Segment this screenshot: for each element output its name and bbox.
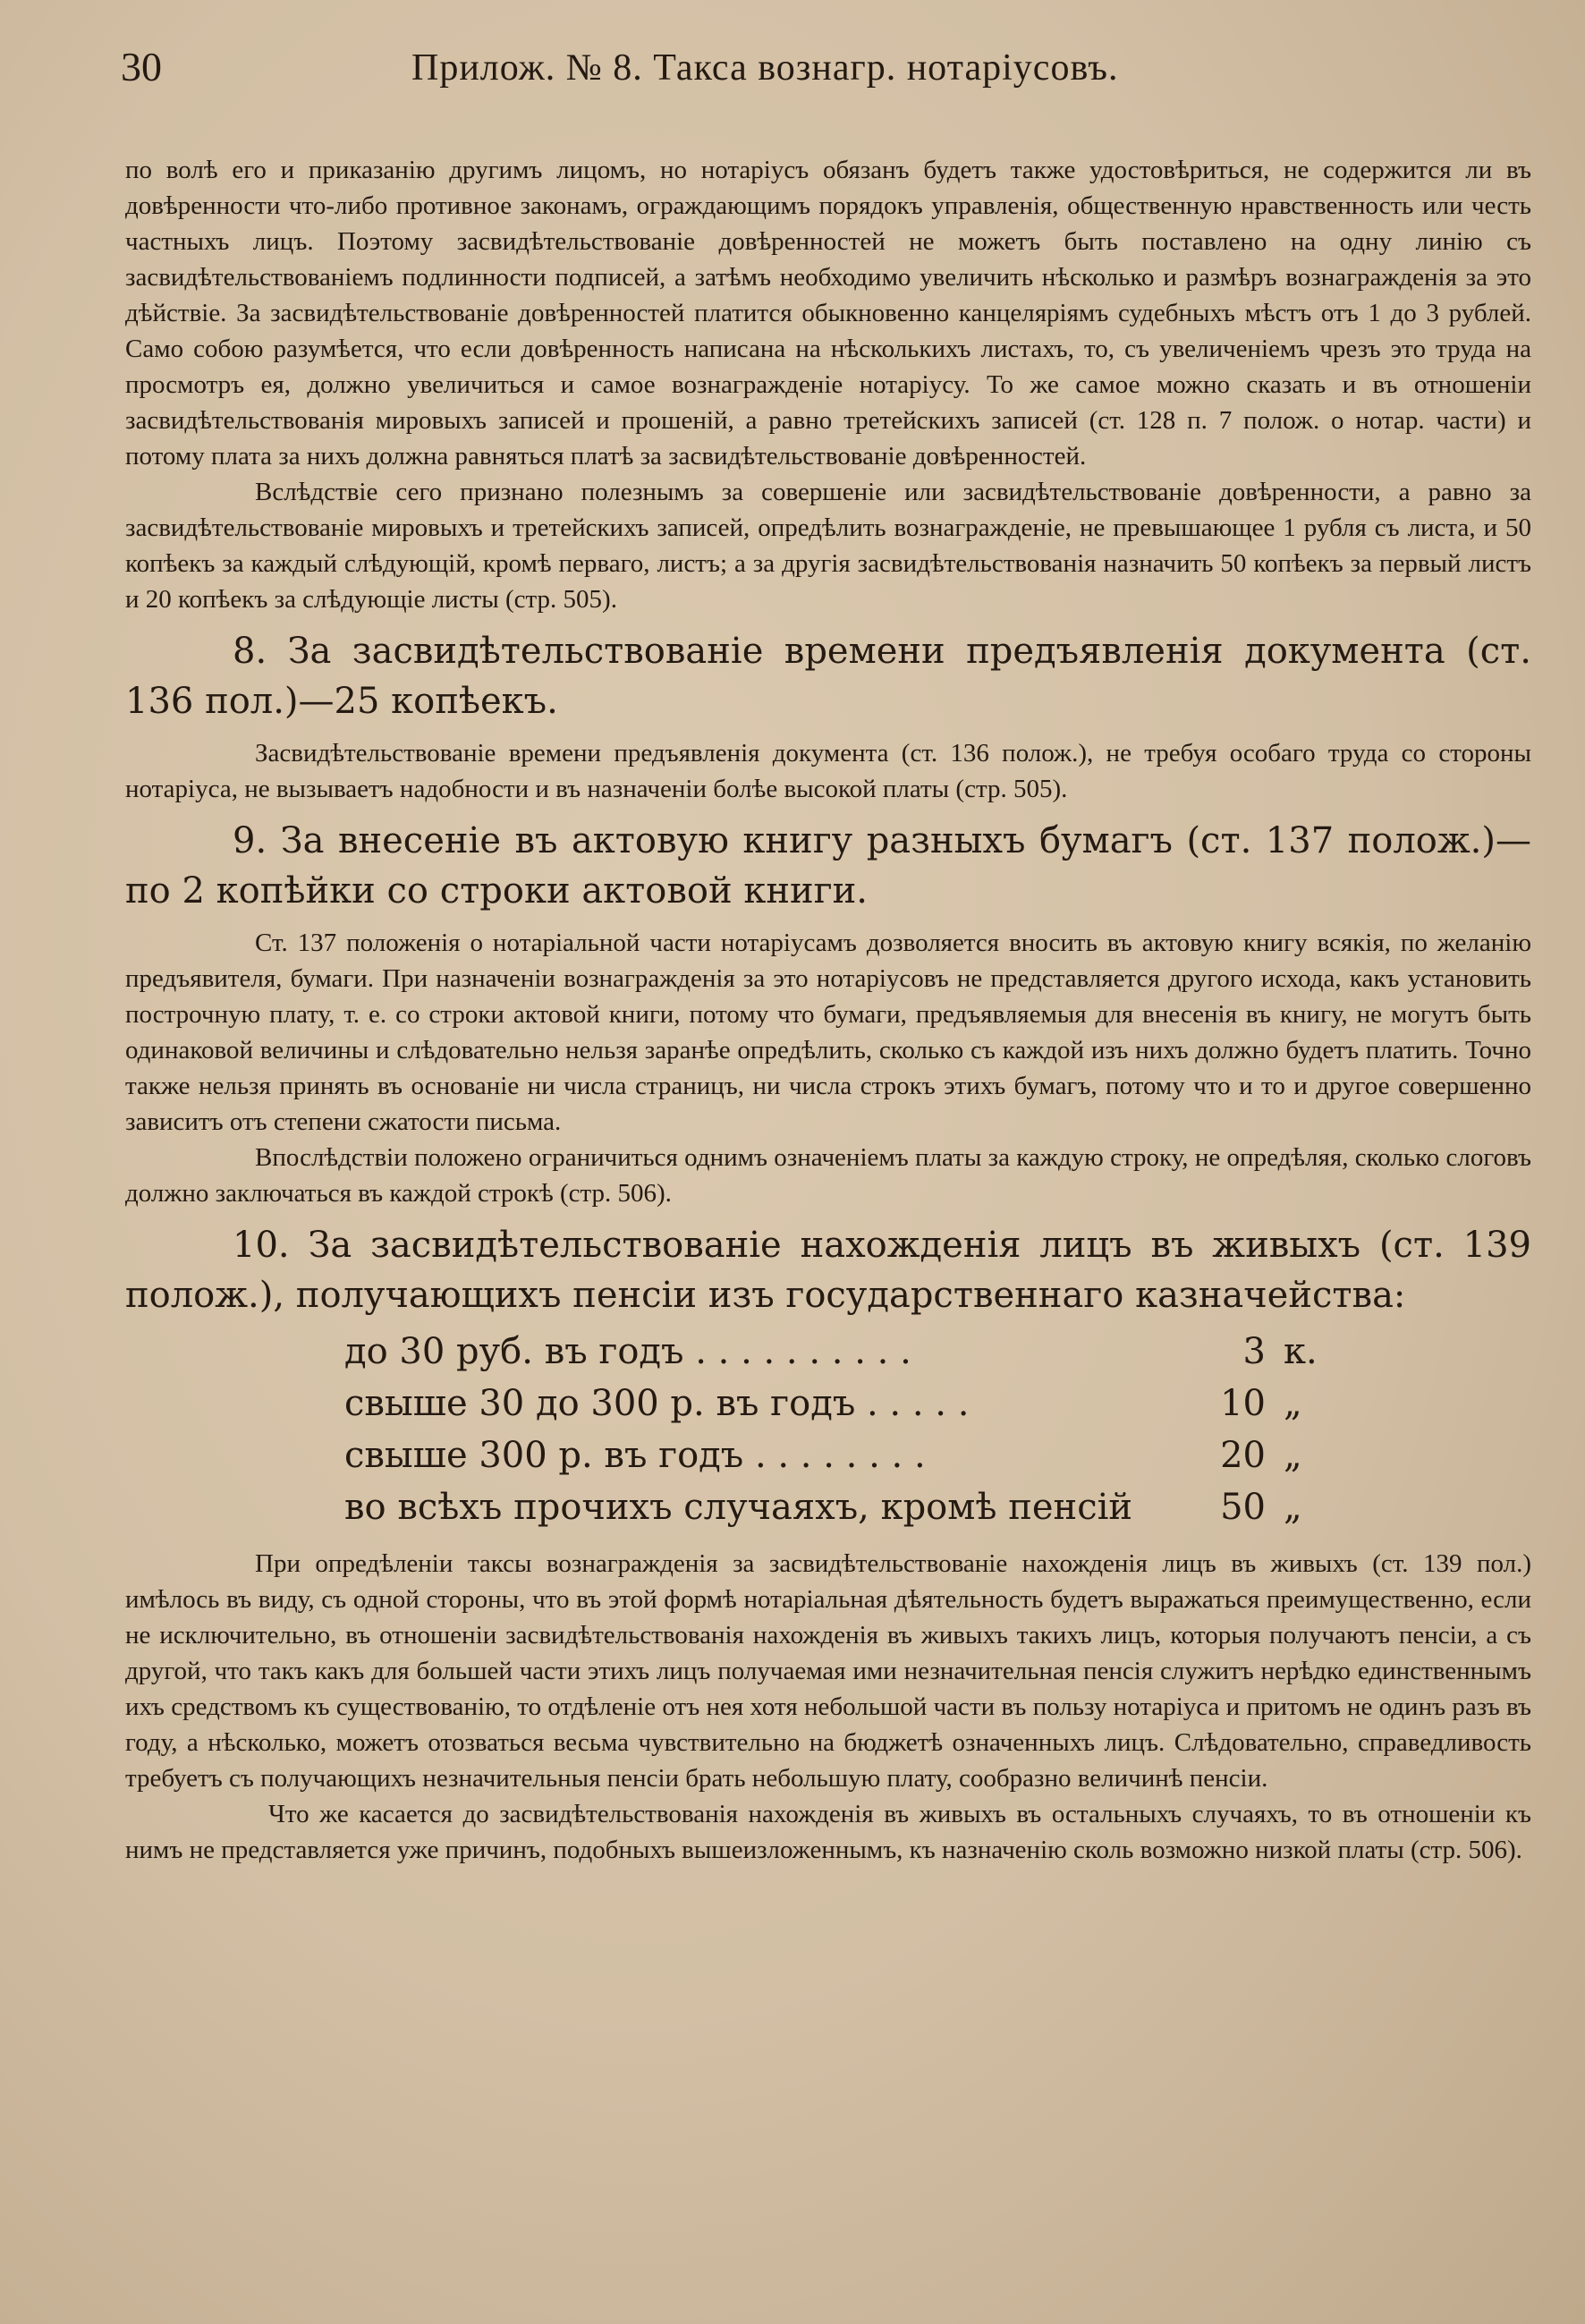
fee-label: свыше 300 р. въ годъ . . . . . . . . bbox=[344, 1435, 926, 1476]
fee-unit: „ bbox=[1284, 1435, 1302, 1476]
fee-amount: 50 bbox=[1220, 1487, 1266, 1528]
fee-row bbox=[344, 1481, 1382, 1533]
article-number: 9. bbox=[233, 820, 267, 861]
paragraph: Засвидѣтельствованіе времени предъявленія документа (ст. 136 полож.), не требуя особаго труда со стороны нотаріуса, не вызываетъ надобности и въ назначеніи болѣе высокой платы (стр. 505). bbox=[125, 739, 1531, 803]
fee-label: свыше 30 до 300 р. въ годъ . . . . . bbox=[344, 1383, 970, 1424]
article-number: 10. bbox=[233, 1225, 290, 1266]
paragraph-continuation: по волѣ его и приказанію другимъ лицомъ, но нотаріусъ обязанъ будетъ также удостовѣриться, не содержится ли въ довѣренности что-либо противное законамъ, ограждающимъ порядокъ управленія, общественную нравственность или честь частныхъ лицъ. Поэтому засвидѣтельствованіе довѣренностей не можетъ быть поставлено на одну линію съ засвидѣтельствованіемъ подлинности подписей, а затѣмъ необходимо увеличить нѣсколько и размѣръ вознагражденія за это дѣйствіе. За засвидѣтельствованіе довѣренностей платится обыкновенно канцеляріямъ судебныхъ мѣстъ отъ 1 до 3 рублей. Само собою разумѣется, что если довѣренность написана на нѣсколькихъ листахъ, то, съ увеличеніемъ чрезъ это труда на просмотръ ея, должно увеличиться и самое вознагражденіе нотаріусу. То же самое можно сказать и въ отношеніи засвидѣтельствованія мировыхъ записей и прошеній, а равно третейскихъ записей (ст. 128 п. 7 полож. о нотар. части) и потому плата за нихъ должна равняться платѣ за засвидѣтельствованіе довѣренностей. bbox=[125, 156, 1531, 471]
fee-amount: 20 bbox=[1220, 1435, 1266, 1476]
article-text: За внесеніе въ актовую книгу разныхъ бумагъ (ст. 137 полож.)—по 2 копѣйки со строки актовой книги. bbox=[125, 820, 1531, 912]
fee-label: до 30 руб. въ годъ . . . . . . . . . . bbox=[344, 1331, 911, 1372]
fee-unit: к. bbox=[1284, 1331, 1318, 1372]
fee-table bbox=[344, 1326, 1382, 1533]
article-9-heading bbox=[125, 816, 1531, 916]
article-8-heading bbox=[125, 626, 1531, 726]
fee-row bbox=[344, 1429, 1382, 1481]
fee-amount: 3 bbox=[1242, 1331, 1266, 1372]
page-number: 30 bbox=[121, 44, 162, 89]
running-head: Прилож. № 8. Такса вознагр. нотаріусовъ. bbox=[411, 47, 1119, 89]
page-header bbox=[121, 43, 1478, 106]
article-text: За засвидѣтельствованіе нахожденія лицъ въ живыхъ (ст. 139 полож.), получающихъ пенсіи изъ государственнаго казначейства: bbox=[125, 1225, 1532, 1316]
article-text: За засвидѣтельствованіе времени предъявленія документа (ст. 136 пол.)—25 копѣекъ. bbox=[125, 631, 1531, 722]
article-10-heading bbox=[125, 1220, 1531, 1320]
fee-unit: „ bbox=[1284, 1487, 1302, 1528]
page-body bbox=[125, 152, 1531, 1868]
paragraph: Впослѣдствіи положено ограничиться однимъ означеніемъ платы за каждую строку, не опредѣляя, сколько слоговъ должно заключаться въ каждой строкѣ (стр. 506). bbox=[125, 1143, 1531, 1208]
article-number: 8. bbox=[233, 631, 267, 672]
paragraph: При опредѣленіи таксы вознагражденія за засвидѣтельствованіе нахожденія лицъ въ живыхъ (ст. 139 пол.) имѣлось въ виду, съ одной стороны, что въ этой формѣ нотаріальная дѣятельность будетъ выражаться преимущественно, если не исключительно, въ отношеніи засвидѣтельствованія нахожденія въ живыхъ такихъ лицъ, которыя получаютъ пенсіи, а съ другой, что такъ какъ для большей части этихъ лицъ получаемая ими незначительная пенсія служитъ нерѣдко единственнымъ ихъ средствомъ къ существованію, то отдѣленіе отъ нея хотя небольшой части въ пользу нотаріуса и притомъ не одинъ разъ въ году, а нѣсколько, можетъ отозваться весьма чувствительно на бюджетѣ означенныхъ лицъ. Слѣдовательно, справедливость требуетъ съ получающихъ незначительныя пенсіи брать небольшую плату, сообразно величинѣ пенсіи. bbox=[125, 1549, 1531, 1793]
fee-amount: 10 bbox=[1220, 1383, 1266, 1424]
paragraph: Что же касается до засвидѣтельствованія нахожденія въ живыхъ въ остальныхъ случаяхъ, то въ отношеніи къ нимъ не представляется уже причинъ, подобныхъ вышеизложеннымъ, къ назначенію сколь возможно низкой платы (стр. 506). bbox=[125, 1800, 1531, 1864]
fee-row bbox=[344, 1378, 1382, 1429]
paragraph: Вслѣдствіе сего признано полезнымъ за совершеніе или засвидѣтельствованіе довѣренности, а равно за засвидѣтельствованіе мировыхъ и третейскихъ записей, опредѣлить вознагражденіе, не превышающее 1 рубля съ листа, и 50 копѣекъ за каждый слѣдующій, кромѣ перваго, листъ; а за другія засвидѣтельствованія назначить 50 копѣекъ за первый листъ и 20 копѣекъ за слѣдующіе листы (стр. 505). bbox=[125, 478, 1531, 614]
fee-row bbox=[344, 1326, 1382, 1378]
paragraph: Ст. 137 положенія о нотаріальной части нотаріусамъ дозволяется вносить въ актовую книгу всякія, по желанію предъявителя, бумаги. При назначеніи вознагражденія за это нотаріусовъ не представляется другого исхода, какъ установить построчную плату, т. е. со строки актовой книги, потому что бумаги, предъявляемыя для внесенія въ книгу, не могутъ быть одинаковой величины и слѣдовательно нельзя заранѣе опредѣлить, сколько съ каждой изъ нихъ должно будетъ платить. Точно также нельзя принять въ основаніе ни числа страницъ, ни числа строкъ этихъ бумагъ, потому что и то и другое совершенно зависитъ отъ степени сжатости письма. bbox=[125, 929, 1531, 1136]
fee-unit: „ bbox=[1284, 1383, 1302, 1424]
fee-label: во всѣхъ прочихъ случаяхъ, кромѣ пенсій bbox=[344, 1487, 1133, 1528]
